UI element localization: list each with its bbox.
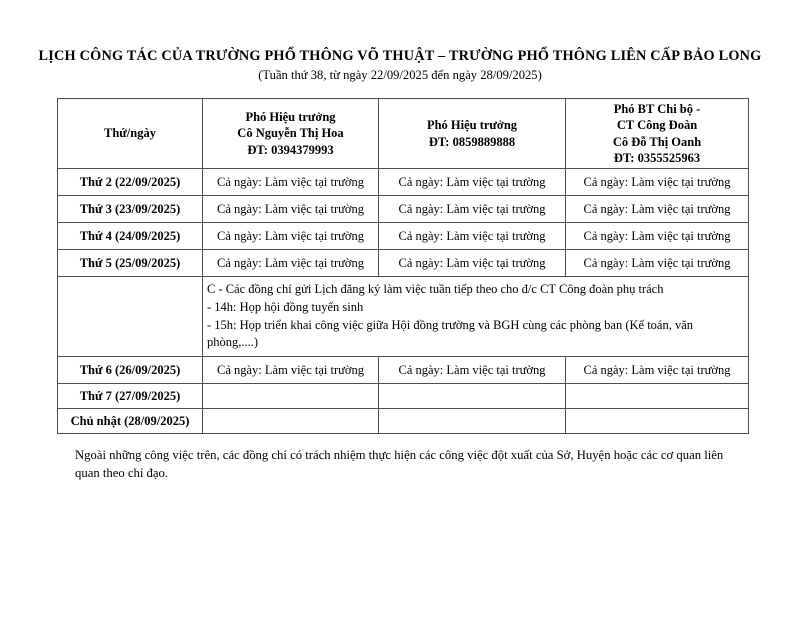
table-row-monday — [58, 169, 749, 196]
schedule-cell: Cả ngày: Làm việc tại trường — [379, 196, 566, 223]
table-row-wednesday — [58, 223, 749, 250]
table-row-tuesday — [58, 196, 749, 223]
schedule-cell: Cả ngày: Làm việc tại trường — [203, 196, 379, 223]
header-line: Thứ/ngày — [104, 126, 156, 141]
schedule-cell: Cả ngày: Làm việc tại trường — [566, 357, 749, 384]
header-line: Cô Nguyễn Thị Hoa — [237, 126, 344, 141]
note-line: C - Các đồng chí gửi Lịch đăng ký làm việc tuần tiếp theo cho đ/c CT Công đoàn phụ trách — [207, 282, 664, 296]
schedule-cell-empty — [203, 409, 379, 434]
day-label: Thứ 5 (25/09/2025) — [58, 250, 203, 277]
schedule-cell: Cả ngày: Làm việc tại trường — [379, 250, 566, 277]
header-line: ĐT: 0394379993 — [247, 142, 334, 157]
schedule-cell: Cả ngày: Làm việc tại trường — [203, 250, 379, 277]
day-label: Chủ nhật (28/09/2025) — [58, 409, 203, 434]
note-line: - 14h: Họp hội đồng tuyển sinh — [207, 299, 364, 314]
day-label: Thứ 2 (22/09/2025) — [58, 169, 203, 196]
header-vice-principal-2 — [379, 99, 566, 169]
footer-note: Ngoài những công việc trên, các đồng chí có trách nhiệm thực hiện các công việc đột xuất của Sở, Huyện hoặc các cơ quan liên quan theo chỉ đạo. — [75, 448, 724, 481]
schedule-cell: Cả ngày: Làm việc tại trường — [379, 223, 566, 250]
schedule-cell-empty — [379, 384, 566, 409]
schedule-cell: Cả ngày: Làm việc tại trường — [203, 223, 379, 250]
schedule-cell-empty — [566, 409, 749, 434]
header-line: Cô Đỗ Thị Oanh — [612, 134, 702, 149]
day-label-empty — [58, 277, 203, 357]
header-day-column — [58, 99, 203, 169]
schedule-cell: Cả ngày: Làm việc tại trường — [566, 250, 749, 277]
schedule-cell: Cả ngày: Làm việc tại trường — [379, 169, 566, 196]
schedule-cell: Cả ngày: Làm việc tại trường — [566, 223, 749, 250]
header-line: CT Công Đoàn — [616, 118, 698, 133]
header-line: Phó BT Chi bộ - — [613, 102, 701, 116]
schedule-cell-empty — [203, 384, 379, 409]
table-row-sunday — [58, 409, 749, 434]
schedule-cell: Cả ngày: Làm việc tại trường — [379, 357, 566, 384]
header-party-union — [566, 99, 749, 169]
schedule-cell: Cả ngày: Làm việc tại trường — [566, 196, 749, 223]
schedule-table — [57, 98, 749, 434]
schedule-cell: Cả ngày: Làm việc tại trường — [203, 169, 379, 196]
header-line: Phó Hiệu trưởng — [245, 110, 336, 125]
header-line: Phó Hiệu trưởng — [426, 118, 518, 133]
day-label: Thứ 7 (27/09/2025) — [58, 384, 203, 409]
table-row-notes — [58, 277, 749, 357]
header-line: ĐT: 0859889888 — [428, 134, 516, 149]
page-title: LỊCH CÔNG TÁC CỦA TRƯỜNG PHỔ THÔNG VÕ THUẬT – TRƯỜNG PHỔ THÔNG LIÊN CẤP BẢO LONG — [38, 48, 762, 64]
schedule-cell: Cả ngày: Làm việc tại trường — [203, 357, 379, 384]
day-label: Thứ 4 (24/09/2025) — [58, 223, 203, 250]
notes-cell — [203, 277, 749, 357]
table-header-row — [58, 99, 749, 169]
schedule-cell-empty — [379, 409, 566, 434]
table-row-saturday — [58, 384, 749, 409]
note-line: - 15h: Họp triển khai công việc giữa Hội đồng trường và BGH cùng các phòng ban (Kế toán, văn phòng,....) — [207, 317, 694, 350]
header-line: ĐT: 0355525963 — [613, 150, 701, 165]
day-label: Thứ 6 (26/09/2025) — [58, 357, 203, 384]
table-row-thursday — [58, 250, 749, 277]
schedule-cell: Cả ngày: Làm việc tại trường — [566, 169, 749, 196]
day-label: Thứ 3 (23/09/2025) — [58, 196, 203, 223]
schedule-cell-empty — [566, 384, 749, 409]
header-vice-principal-1 — [203, 99, 379, 169]
page-subtitle: (Tuần thứ 38, từ ngày 22/09/2025 đến ngày 28/09/2025) — [258, 68, 542, 82]
table-row-friday — [58, 357, 749, 384]
